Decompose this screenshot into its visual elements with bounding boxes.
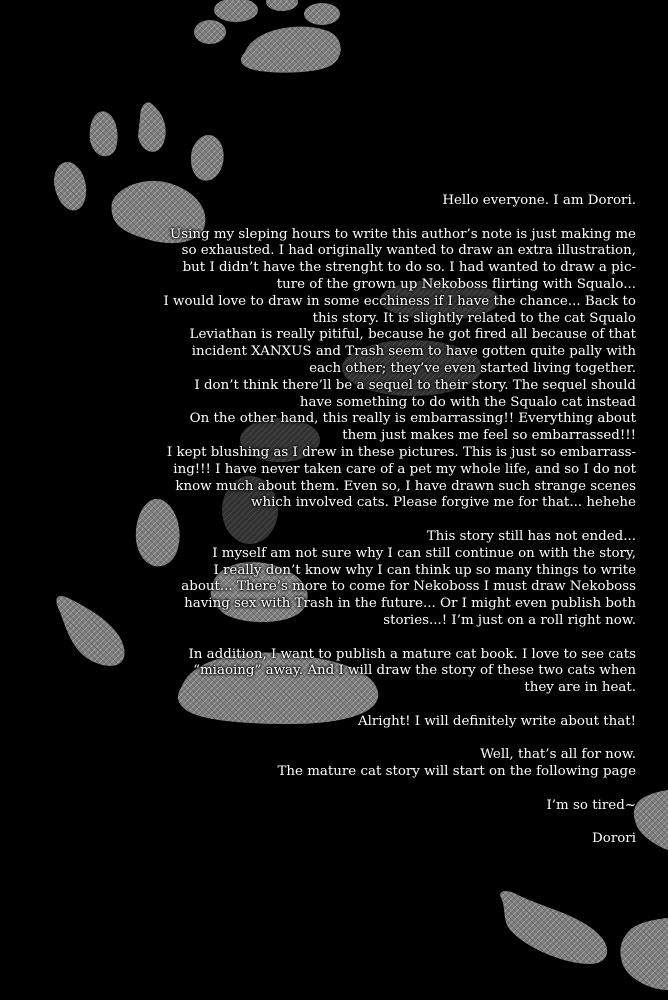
note-line: This story still has not ended... <box>426 528 636 544</box>
note-line: them just makes me feel so embarrassed!!! <box>342 428 636 444</box>
note-line: Well, that’s all for now. <box>480 747 636 763</box>
note-line: know much about them. Even so, I have drawn such strange scenes <box>175 478 636 494</box>
paragraph-gap <box>156 781 636 798</box>
note-line: I kept blushing as I drew in these pictures. This is just so embarrass- <box>166 444 636 460</box>
note-line: about... There’s more to come for Nekoboss I must draw Nekoboss <box>181 579 636 595</box>
note-line: Using my sleping hours to write this author’s note is just making me <box>169 226 636 242</box>
paragraph-gap <box>156 210 636 227</box>
note-line: Leviathan is really pitiful, because he got fired all because of that <box>189 327 636 343</box>
note-line: having sex with Trash in the future... Or I might even publish both <box>184 596 636 612</box>
paragraph-gap <box>156 630 636 647</box>
note-line: but I didn’t have the strenght to do so. I had wanted to draw a pic- <box>182 260 636 276</box>
paragraph-gap <box>156 512 636 529</box>
paragraph-gap <box>156 731 636 748</box>
greeting-line: Hello everyone. I am Dorori. <box>442 193 636 208</box>
paragraph-gap <box>156 697 636 714</box>
note-line: I would love to draw in some ecchiness if I have the chance... Back to <box>163 293 636 309</box>
note-line: “miaoing” away. And I will draw the story of these two cats when <box>193 663 636 679</box>
author-note-text <box>156 193 636 848</box>
note-line: they are in heat. <box>524 680 636 696</box>
note-line: The mature cat story will start on the following page <box>277 764 636 780</box>
paw-print-top <box>194 0 341 73</box>
note-line: this story. It is slightly related to the cat Squalo <box>312 310 636 326</box>
note-line: incident XANXUS and Trash seem to have gotten quite pally with <box>191 344 636 360</box>
note-line: In addition, I want to publish a mature cat book. I love to see cats <box>188 646 636 662</box>
note-line: I don’t think there’ll be a sequel to their story. The sequel should <box>194 377 636 393</box>
note-line: I’m so tired~ <box>546 797 636 813</box>
note-line: stories...! I’m just on a roll right now. <box>383 612 636 628</box>
note-line: I really don’t know why I can think up so many things to write <box>213 562 636 578</box>
note-line: On the other hand, this really is embarrassing!! Everything about <box>189 411 636 427</box>
note-line: I myself am not sure why I can still continue on with the story, <box>212 545 636 561</box>
note-line: ture of the grown up Nekoboss flirting with Squalo... <box>276 276 636 292</box>
note-line: which involved cats. Please forgive me for that... hehehe <box>250 495 636 511</box>
note-line: Alright! I will definitely write about that! <box>357 713 636 729</box>
note-line: so exhausted. I had originally wanted to draw an extra illustration, <box>181 243 636 259</box>
note-line: each other; they’ve even started living together. <box>309 360 636 376</box>
paragraph-gap <box>156 814 636 831</box>
signature: Dorori <box>592 831 636 847</box>
note-line: have something to do with the Squalo cat instead <box>299 394 636 410</box>
note-line: ing!!! I have never taken care of a pet my whole life, and so I do not <box>173 461 636 477</box>
